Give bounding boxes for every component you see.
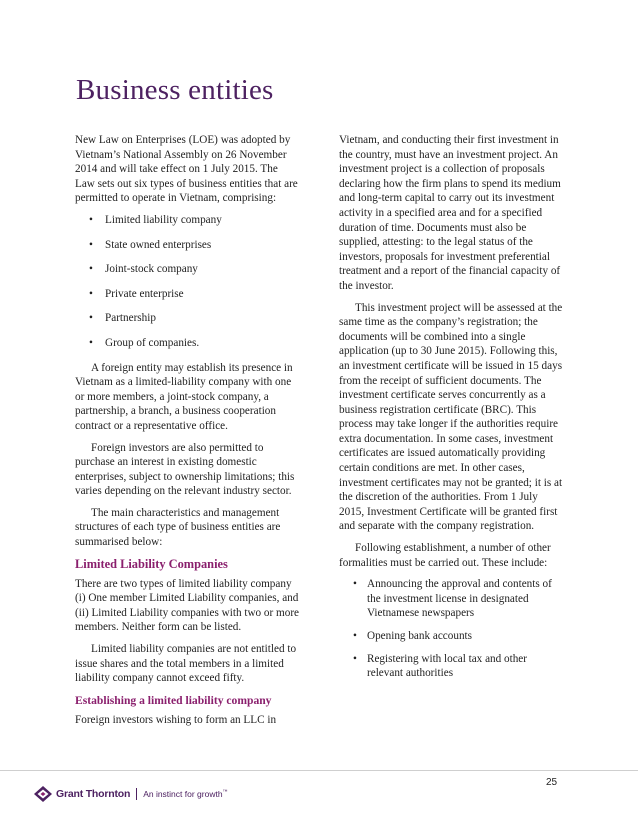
list-item: • State owned enterprises: [75, 238, 299, 253]
list-item: • Partnership: [75, 311, 299, 326]
establishing-llc-heading: Establishing a limited liability company: [75, 693, 272, 707]
formalities-paragraph: Following establishment, a number of other formalities must be carried out. These include:: [339, 542, 551, 569]
logo-separator: [136, 788, 137, 800]
list-item: • Limited liability company: [75, 213, 299, 228]
page-number: 25: [546, 777, 558, 788]
list-item: • Announcing the approval and contents of the investment license in designated Vietnamese newspapers: [339, 577, 565, 621]
assessment-paragraph: This investment project will be assessed at the same time as the company’s registration; the documents will be combined into a single application (up to 30 June 2015). Following this, an investment certificate will be issued in 15 days from the receipt of sufficient documents. The investment certificate serves concurrently as a business registration certificate (BRC). This process may take longer if the authorities require extra documentation. In some cases, investment certificates are issued automatically providing certain conditions are met. In other cases, investment certificates may not be granted; it is at the discretion of the authorities. From 1 July 2015, Investment Certificate will be granted first and separate with the company registration.: [339, 301, 563, 533]
entity-types-list: [75, 213, 299, 351]
left-column: [75, 133, 299, 734]
grant-thornton-logo: [34, 786, 228, 802]
logo-mark-icon: [34, 786, 52, 802]
foreign-investors-paragraph: Foreign investors are also permitted to purchase an interest in existing domestic enterprises, subject to ownership limitations; this varies depending on the relevant industry sector.: [75, 441, 295, 498]
list-item: • Registering with local tax and other relevant authorities: [339, 652, 565, 681]
list-item: • Private enterprise: [75, 287, 299, 302]
llc-forming-paragraph: Foreign investors wishing to form an LLC in: [75, 713, 277, 726]
foreign-entity-paragraph: A foreign entity may establish its presence in Vietnam as a limited-liability company with one or more members, a joint-stock company, a partnership, a branch, a business cooperation contract or a representative office.: [75, 361, 293, 432]
investment-project-paragraph: Vietnam, and conducting their first investment in the country, must have an investment project. An investment project is a collection of proposals declaring how the firm plans to spend its medium and long-term capital to carry out its investment activity in a specified area and for a specified duration of time. Documents must also be supplied, attesting: to the legal status of the investors, proposals for investment preferential treatment and a report of the financial capacity of the investor.: [339, 134, 561, 292]
page-title: Business entities: [76, 74, 274, 106]
intro-paragraph: New Law on Enterprises (LOE) was adopted by Vietnam’s National Assembly on 26 November 2014 and will take effect on 1 July 2015. The Law sets out six types of business entities that are permitted to operate in Vietnam, comprising:: [75, 134, 298, 205]
list-item: • Opening bank accounts: [339, 629, 565, 644]
llc-heading: Limited Liability Companies: [75, 556, 228, 571]
right-column: [339, 133, 565, 689]
characteristics-paragraph: The main characteristics and management structures of each type of business entities are summarised below:: [75, 506, 281, 549]
list-item: • Joint-stock company: [75, 262, 299, 277]
footer-divider: [0, 770, 638, 771]
logo-brand-name: Grant Thornton: [56, 788, 131, 800]
llc-shares-paragraph: Limited liability companies are not entitled to issue shares and the total members in a limited liability company cannot exceed fifty.: [75, 643, 297, 685]
list-item: • Group of companies.: [75, 336, 299, 351]
tagline-text: An instinct for growth: [143, 789, 223, 799]
formalities-list: [339, 577, 565, 681]
trademark-sign: ™: [222, 789, 228, 796]
logo-tagline: [143, 789, 227, 799]
llc-types-paragraph: There are two types of limited liability company (i) One member Limited Liability companies, and (ii) Limited Liability companies with two or more members. Neither form can be listed.: [75, 577, 300, 634]
